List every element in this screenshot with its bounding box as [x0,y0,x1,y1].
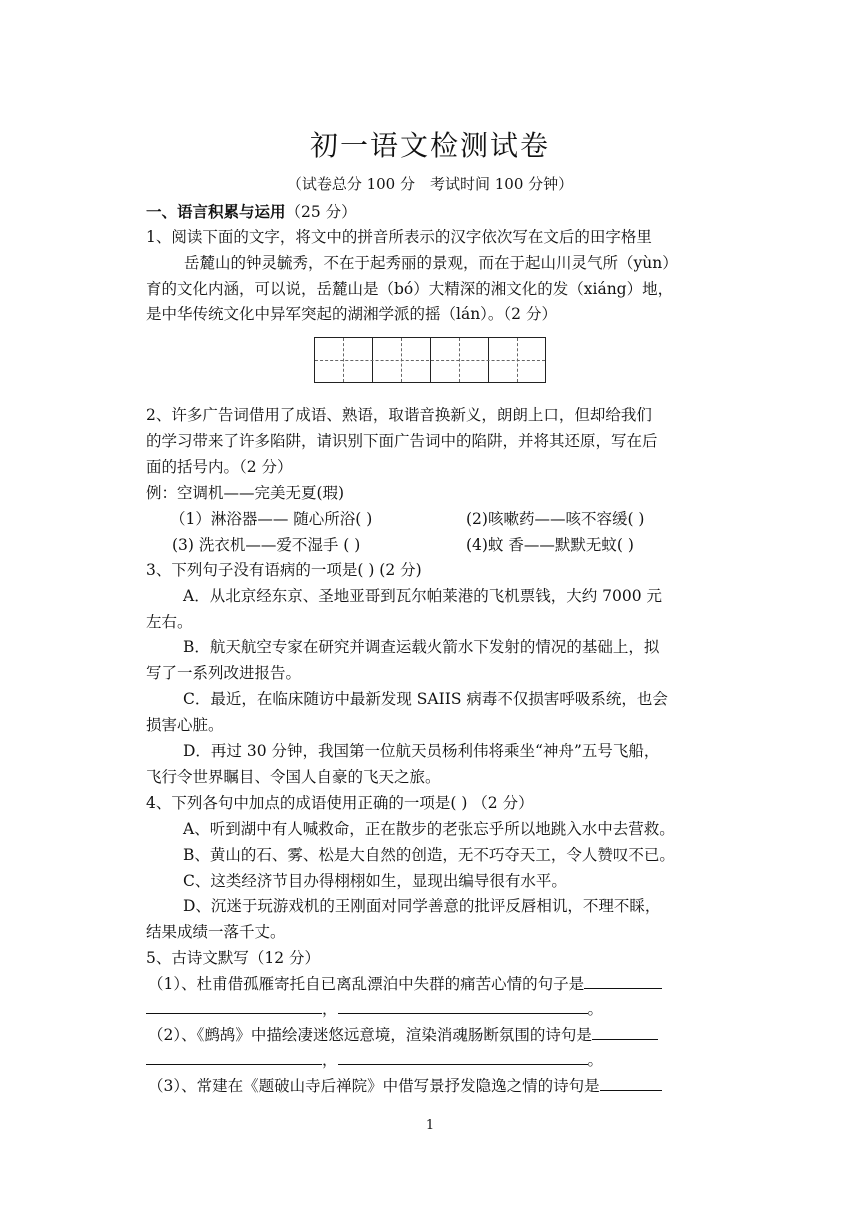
q2-item-3: (3) 洗衣机——爱不湿手 ( ) [172,536,361,554]
q3-option-a-cont: 左右。 [146,613,193,631]
answer-blank[interactable] [338,1048,588,1065]
q5-prompt-2-text: （2）、《鹧鸪》中描绘凄迷悠远意境，渲染消魂肠断氛围的诗句是 [148,1026,592,1044]
answer-blank[interactable] [584,972,662,989]
exam-info: （试卷总分 100 分 考试时间 100 分钟） [286,175,574,193]
page-number: 1 [425,1118,435,1133]
answer-blank[interactable] [146,997,322,1014]
q4-option-d-cont: 结果成绩一落千丈。 [146,923,286,941]
page-title: 初一语文检测试卷 [309,129,550,162]
q4-option-a: A、听到湖中有人喊救命，正在散步的老张忘乎所以地跳入水中去营救。 [183,820,675,838]
q3-option-c: C．最近，在临床随访中最新发现 SAIIS 病毒不仅损害呼吸系统，也会 [183,690,668,708]
q2-item-2: (2)咳嗽药——咳不容缓( ) [466,510,645,528]
q4-option-b: B、黄山的石、雾、松是大自然的创造，无不巧夺天工，令人赞叹不已。 [183,846,675,864]
answer-blank[interactable] [592,1023,658,1040]
q4-option-c: C、这类经济节目办得栩栩如生，显现出编导很有水平。 [183,872,567,890]
answer-blank[interactable] [600,1074,662,1091]
q4-stem: 4、下列各句中加点的成语使用正确的一项是( ) （2 分） [146,794,534,812]
q1-line-4: 是中华传统文化中异军突起的湖湘学派的摇（lán）。（2 分） [146,305,557,323]
q1-line-3: 育的文化内涵，可以说，岳麓山是（bó）大精深的湘文化的发（xiáng）地， [146,280,674,298]
section-points: （25 分） [285,203,357,221]
grid-midline [315,360,545,361]
q2-line-3: 面的括号内。（2 分） [146,458,293,476]
answer-blank[interactable] [146,1048,322,1065]
comma: ， [322,1000,338,1018]
q3-option-b: B．航天航空专家在研究并调查运载火箭水下发射的情况的基础上，拟 [183,638,660,656]
q5-answer-line-2 [146,1047,716,1073]
q3-option-c-cont: 损害心脏。 [146,716,224,734]
answer-blank[interactable] [338,997,588,1014]
q5-prompt-3 [148,1073,718,1099]
q2-item-4: (4)蚊 香——默默无蚊( ) [466,536,634,554]
q3-option-d: D．再过 30 分钟，我国第一位航天员杨利伟将乘坐“神舟”五号飞船， [183,742,660,760]
q5-prompt-1 [148,971,718,997]
section-title: 一、语言积累与运用 [146,203,286,221]
q2-line-1: 2、许多广告词借用了成语、熟语，取谐音换新义，朗朗上口，但却给我们 [146,406,652,424]
q2-example: 例：空调机——完美无夏(瑕) [146,484,345,502]
comma: ， [322,1051,338,1069]
q5-stem: 5、古诗文默写（12 分） [146,949,321,967]
q1-line-2: 岳麓山的钟灵毓秀，不在于起秀丽的景观，而在于起山川灵气所（yùn） [184,254,678,272]
period: 。 [587,1000,604,1018]
q3-stem: 3、下列句子没有语病的一项是( ) (2 分) [146,561,422,579]
q1-line-1: 1、阅读下面的文字，将文中的拼音所表示的汉字依次写在文后的田字格里 [146,228,652,246]
q5-prompt-1-text: （1）、杜甫借孤雁寄托自已离乱漂泊中失群的痛苦心情的句子是 [148,975,585,993]
q4-option-d: D、沉迷于玩游戏机的王刚面对同学善意的批评反唇相讥，不理不睬， [183,897,661,915]
q5-prompt-3-text: （3）、常建在《题破山寺后禅院》中借写景抒发隐逸之情的诗句是 [148,1077,600,1095]
q5-prompt-2 [148,1022,718,1048]
period: 。 [587,1051,604,1069]
section-heading [146,199,716,225]
q3-option-d-cont: 飞行令世界瞩目、令国人自豪的飞天之旅。 [146,768,441,786]
tianzige-grid[interactable] [314,337,546,383]
q3-option-b-cont: 写了一系列改进报告。 [146,664,302,682]
q3-option-a: A．从北京经东京、圣地亚哥到瓦尔帕莱港的飞机票钱，大约 7000 元 [183,587,662,605]
q2-item-1: （1）淋浴器—— 随心所浴( ) [170,510,373,528]
q5-answer-line-1 [146,996,716,1022]
q2-line-2: 的学习带来了许多陷阱，请识别下面广告词中的陷阱，并将其还原，写在后 [146,432,658,450]
